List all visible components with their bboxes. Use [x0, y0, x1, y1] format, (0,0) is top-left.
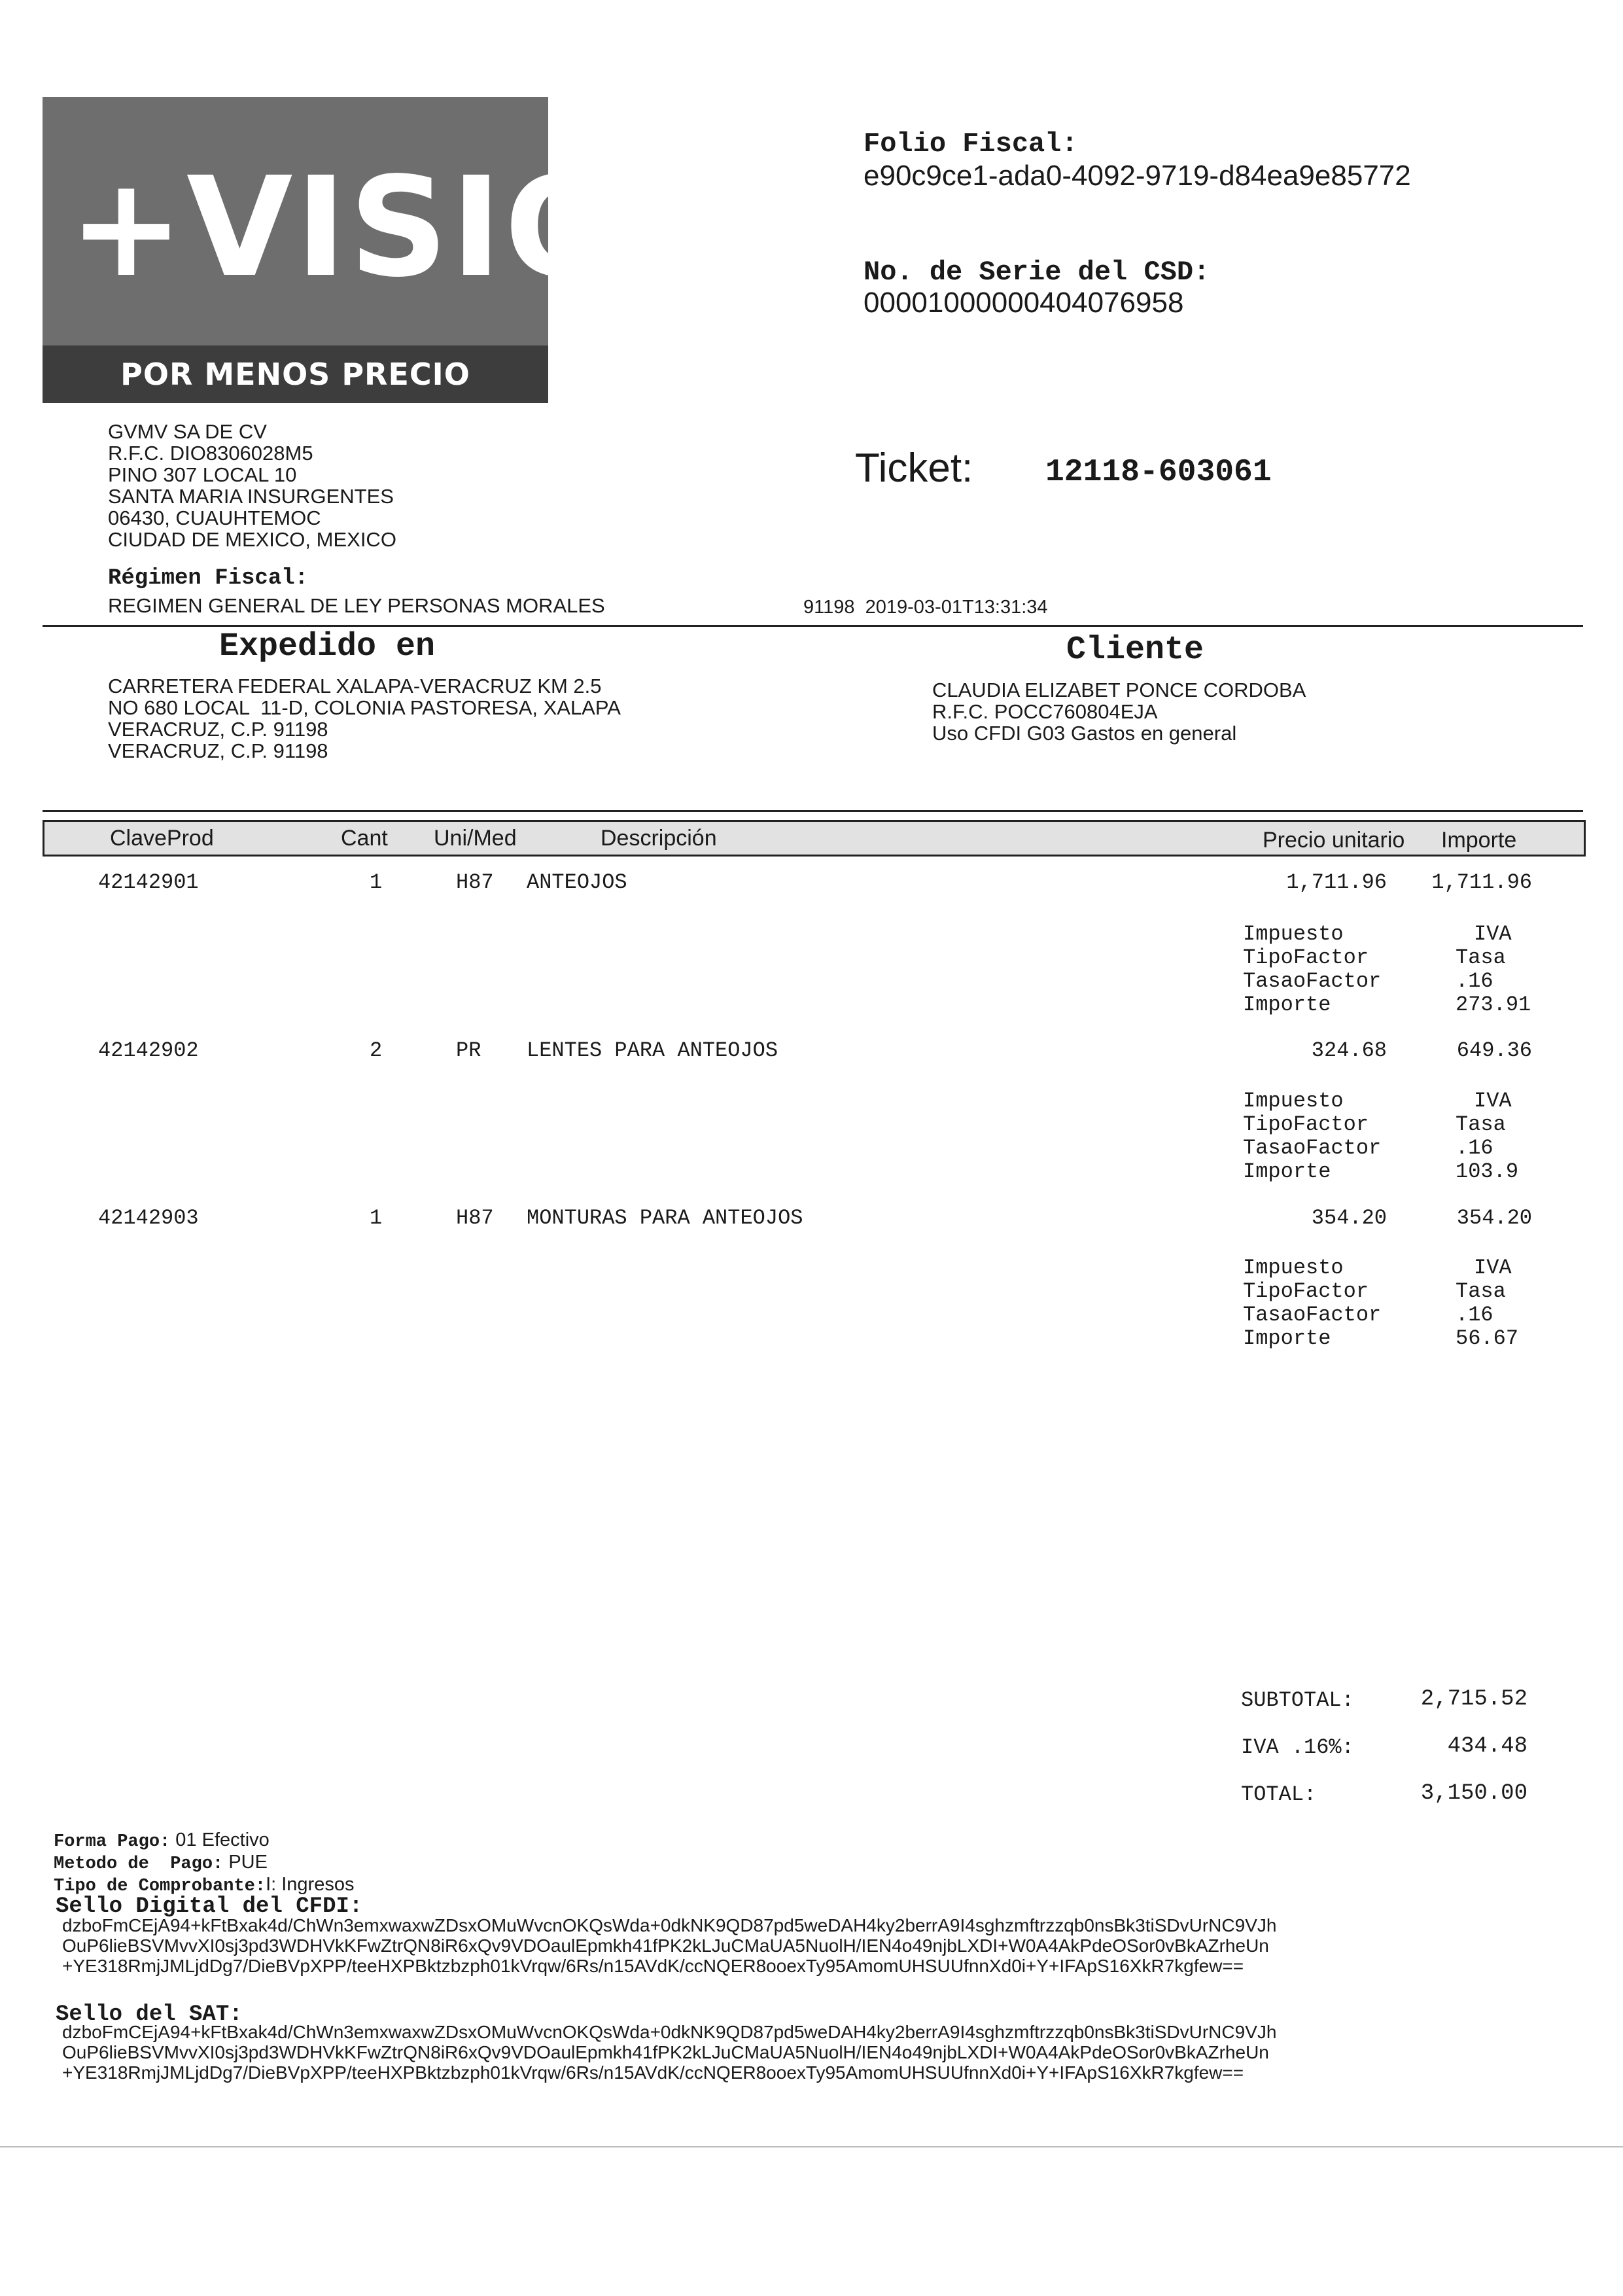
issuer-country: CIUDAD DE MEXICO, MEXICO — [108, 528, 396, 551]
expedido-line: VERACRUZ, C.P. 91198 — [108, 718, 328, 741]
tax-importe: 103.9 — [1456, 1159, 1519, 1184]
tipo-comprobante-label: Tipo de Comprobante: — [54, 1877, 266, 1896]
tax-tipofactor: Tasa — [1456, 1279, 1506, 1303]
cliente-uso-cfdi: Uso CFDI G03 Gastos en general — [932, 722, 1237, 745]
sello-cfdi-title: Sello Digital del CFDI: — [56, 1894, 363, 1919]
row-cant: 1 — [370, 870, 383, 894]
header-descripcion: Descripción — [601, 826, 717, 851]
tax-tipofactor: Tasa — [1456, 945, 1506, 970]
tax-values — [1456, 1256, 1518, 1351]
tipo-comprobante-value: I: Ingresos — [266, 1874, 355, 1895]
row-importe: 649.36 — [1456, 1038, 1532, 1063]
row-claveprod: 42142902 — [98, 1038, 199, 1063]
tax-label-tipofactor: TipoFactor — [1243, 1279, 1369, 1303]
forma-pago-value: 01 Efectivo — [175, 1829, 270, 1850]
issuer-colony: SANTA MARIA INSURGENTES — [108, 485, 394, 508]
row-claveprod: 42142903 — [98, 1206, 199, 1230]
csd-serie-label: No. de Serie del CSD: — [864, 256, 1210, 288]
subtotal-value: 2,715.52 — [1420, 1687, 1527, 1712]
items-table-header — [43, 820, 1586, 857]
cliente-title: Cliente — [1066, 631, 1204, 669]
page-edge-line — [0, 2146, 1623, 2147]
tax-tasa: .16 — [1456, 1303, 1493, 1327]
expedido-line: NO 680 LOCAL 11-D, COLONIA PASTORESA, XALAPA — [108, 696, 621, 719]
row-precio: 1,711.96 — [1286, 870, 1387, 894]
tax-importe: 56.67 — [1456, 1326, 1519, 1351]
row-unimed: H87 — [456, 1206, 494, 1230]
row-descripcion: LENTES PARA ANTEOJOS — [527, 1038, 778, 1063]
divider-table — [43, 810, 1583, 812]
tax-importe: 273.91 — [1456, 993, 1531, 1017]
sello-sat-line: OuP6lieBSVMvvXI0sj3pd3WDHVkKFwZtrQN8iR6xQv9VDOaulEpmkh41fPK2kLJuCMaUA5NuolH/IEN4o49njbLXDI+W0A4AkPdeOSor0vBkAZrheUn — [62, 2042, 1269, 2062]
total-label: TOTAL: — [1241, 1782, 1317, 1807]
header-cant: Cant — [341, 826, 388, 851]
expedido-title: Expedido en — [219, 628, 436, 665]
company-logo — [43, 97, 742, 403]
tax-label-importe: Importe — [1243, 993, 1331, 1017]
iva-label: IVA .16%: — [1241, 1735, 1354, 1759]
tax-label-impuesto: Impuesto — [1243, 1256, 1344, 1280]
payment-block — [54, 1830, 354, 1897]
regimen-fiscal-label: Régimen Fiscal: — [108, 566, 309, 591]
ticket-label: Ticket: — [855, 446, 973, 491]
tax-labels — [1243, 1089, 1381, 1184]
tax-label-impuesto: Impuesto — [1243, 1089, 1344, 1113]
divider-top — [43, 625, 1583, 627]
logo-wordmark: +VISIÓN — [69, 147, 742, 308]
sello-sat-line: +YE318RmjJMLjdDg7/DieBVpXPP/teeHXPBktzbzph01kVrqw/6Rs/n15AVdK/ccNQER8ooexTy95AmomUHSUUfnnXd0i+Y+IFApS16XkR7kgfew== — [62, 2062, 1244, 2083]
row-descripcion: ANTEOJOS — [527, 870, 627, 894]
cliente-name: CLAUDIA ELIZABET PONCE CORDOBA — [932, 679, 1306, 701]
sello-cfdi-line: dzboFmCEjA94+kFtBxak4d/ChWn3emxwaxwZDsxOMuWvcnOKQsWda+0dkNK9QD87pd5weDAH4ky2berrA9I4sghzmftrzzqb0nsBk3tiSDvUrNC9VJh — [62, 1915, 1277, 1935]
place-date: 91198 2019-03-01T13:31:34 — [803, 597, 1048, 618]
issuer-rfc: R.F.C. DIO8306028M5 — [108, 442, 313, 465]
cliente-rfc: R.F.C. POCC760804EJA — [932, 700, 1158, 723]
cliente-block — [932, 679, 1306, 744]
sello-cfdi-line: +YE318RmjJMLjdDg7/DieBVpXPP/teeHXPBktzbzph01kVrqw/6Rs/n15AVdK/ccNQER8ooexTy95AmomUHSUUfnnXd0i+Y+IFApS16XkR7kgfew== — [62, 1956, 1244, 1976]
issuer-street: PINO 307 LOCAL 10 — [108, 463, 297, 486]
row-importe: 1,711.96 — [1431, 870, 1532, 894]
tax-label-tasa: TasaoFactor — [1243, 1303, 1382, 1327]
csd-serie-value: 00001000000404076958 — [864, 287, 1184, 319]
subtotal-label: SUBTOTAL: — [1241, 1688, 1354, 1712]
metodo-pago-label: Metodo de Pago: — [54, 1854, 224, 1874]
row-cant: 2 — [370, 1038, 383, 1063]
row-unimed: PR — [456, 1038, 481, 1063]
tax-label-importe: Importe — [1243, 1159, 1331, 1184]
total-value: 3,150.00 — [1420, 1781, 1527, 1806]
tax-labels — [1243, 923, 1381, 1017]
issuer-name: GVMV SA DE CV — [108, 420, 267, 443]
row-precio: 354.20 — [1311, 1206, 1387, 1230]
folio-fiscal-value: e90c9ce1-ada0-4092-9719-d84ea9e85772 — [864, 160, 1411, 192]
header-precio-unitario: Precio unitario — [1263, 828, 1405, 853]
regimen-fiscal-value: REGIMEN GENERAL DE LEY PERSONAS MORALES — [108, 594, 605, 617]
tax-impuesto: IVA — [1474, 1256, 1512, 1280]
tax-values — [1456, 923, 1531, 1017]
expedido-line: VERACRUZ, C.P. 91198 — [108, 739, 328, 762]
folio-fiscal-label: Folio Fiscal: — [864, 128, 1078, 160]
tax-label-tasa: TasaoFactor — [1243, 969, 1382, 993]
issuer-block — [108, 421, 396, 550]
ticket-number: 12118-603061 — [1045, 455, 1272, 490]
header-unimed: Uni/Med — [434, 826, 517, 851]
row-unimed: H87 — [456, 870, 494, 894]
sello-sat — [62, 2022, 1276, 2083]
tax-impuesto: IVA — [1474, 922, 1512, 946]
tax-tasa: .16 — [1456, 1136, 1493, 1160]
header-importe: Importe — [1441, 828, 1517, 853]
sello-cfdi-line: OuP6lieBSVMvvXI0sj3pd3WDHVkKFwZtrQN8iR6xQv9VDOaulEpmkh41fPK2kLJuCMaUA5NuolH/IEN4o49njbLXDI+W0A4AkPdeOSor0vBkAZrheUn — [62, 1935, 1269, 1956]
tax-label-tipofactor: TipoFactor — [1243, 1112, 1369, 1137]
sello-sat-title: Sello del SAT: — [56, 2002, 243, 2027]
row-cant: 1 — [370, 1206, 383, 1230]
forma-pago-label: Forma Pago: — [54, 1832, 171, 1852]
tax-values — [1456, 1089, 1518, 1184]
sello-cfdi — [62, 1915, 1276, 1976]
tax-labels — [1243, 1256, 1381, 1351]
expedido-line: CARRETERA FEDERAL XALAPA-VERACRUZ KM 2.5 — [108, 675, 602, 698]
row-precio: 324.68 — [1311, 1038, 1387, 1063]
row-claveprod: 42142901 — [98, 870, 199, 894]
sello-sat-line: dzboFmCEjA94+kFtBxak4d/ChWn3emxwaxwZDsxOMuWvcnOKQsWda+0dkNK9QD87pd5weDAH4ky2berrA9I4sghzmftrzzqb0nsBk3tiSDvUrNC9VJh — [62, 2022, 1277, 2042]
tax-tasa: .16 — [1456, 969, 1493, 993]
tax-label-impuesto: Impuesto — [1243, 922, 1344, 946]
metodo-pago-value: PUE — [228, 1852, 268, 1873]
iva-value: 434.48 — [1447, 1734, 1527, 1759]
tax-label-tipofactor: TipoFactor — [1243, 945, 1369, 970]
logo-tagline: POR MENOS PRECIO — [43, 345, 548, 403]
expedido-address — [108, 675, 621, 762]
header-claveprod: ClaveProd — [110, 826, 214, 851]
issuer-zip-city: 06430, CUAUHTEMOC — [108, 506, 321, 529]
tax-label-importe: Importe — [1243, 1326, 1331, 1351]
tax-tipofactor: Tasa — [1456, 1112, 1506, 1137]
tax-label-tasa: TasaoFactor — [1243, 1136, 1382, 1160]
row-descripcion: MONTURAS PARA ANTEOJOS — [527, 1206, 803, 1230]
row-importe: 354.20 — [1456, 1206, 1532, 1230]
tax-impuesto: IVA — [1474, 1089, 1512, 1113]
